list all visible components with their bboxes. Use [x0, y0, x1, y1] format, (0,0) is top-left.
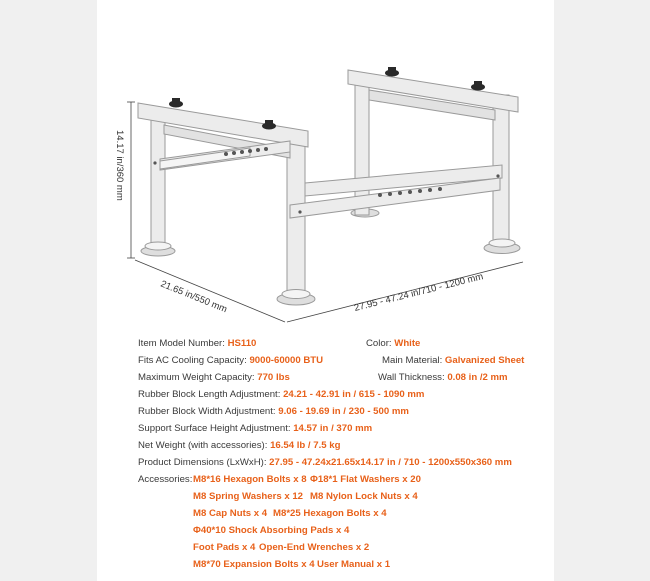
spec-product-dimensions: Product Dimensions (LxWxH): 27.95 - 47.24x21.65x14.17 in / 710 - 1200x550x360 mm	[138, 457, 512, 468]
accessory-item: M8*70 Expansion Bolts x 4	[193, 559, 315, 570]
accessory-item: M8 Nylon Lock Nuts x 4	[310, 491, 418, 502]
accessory-item: M8*25 Hexagon Bolts x 4	[273, 508, 387, 519]
accessory-item: M8*16 Hexagon Bolts x 8	[193, 474, 307, 485]
spec-weight-capacity: Maximum Weight Capacity: 770 lbs	[138, 372, 290, 383]
height-dimension: 14.17 in/360 mm	[114, 130, 125, 201]
spec-surface-height: Support Surface Height Adjustment: 14.57 in / 370 mm	[138, 423, 373, 434]
accessory-item: Φ18*1 Flat Washers x 20	[310, 474, 421, 485]
stand-frame	[138, 70, 520, 305]
spec-model: Item Model Number: HS110	[138, 338, 257, 349]
accessory-item: Φ40*10 Shock Absorbing Pads x 4	[193, 525, 350, 536]
accessory-item: M8 Cap Nuts x 4	[193, 508, 268, 519]
spec-material: Main Material: Galvanized Sheet	[382, 355, 525, 366]
spec-color: Color: White	[366, 338, 421, 349]
spec-capacity: Fits AC Cooling Capacity: 9000-60000 BTU	[138, 355, 324, 366]
accessory-item: Foot Pads x 4	[193, 542, 256, 553]
accessory-item: Open-End Wrenches x 2	[259, 542, 370, 553]
width-dimension: 27.95 - 47.24 in/710 - 1200 mm	[353, 271, 485, 314]
spec-net-weight: Net Weight (with accessories): 16.54 lb / 7.5 kg	[138, 440, 341, 451]
depth-dimension: 21.65 in/550 mm	[158, 278, 229, 316]
spec-block-width: Rubber Block Width Adjustment: 9.06 - 19.69 in / 230 - 500 mm	[138, 406, 409, 417]
accessory-item: User Manual x 1	[317, 559, 391, 570]
spec-wall-thickness: Wall Thickness: 0.08 in /2 mm	[378, 372, 508, 383]
accessory-item: M8 Spring Washers x 12	[193, 491, 304, 502]
spec-block-length: Rubber Block Length Adjustment: 24.21 - 42.91 in / 615 - 1090 mm	[138, 389, 425, 400]
accessories-label: Accessories:	[138, 474, 193, 485]
